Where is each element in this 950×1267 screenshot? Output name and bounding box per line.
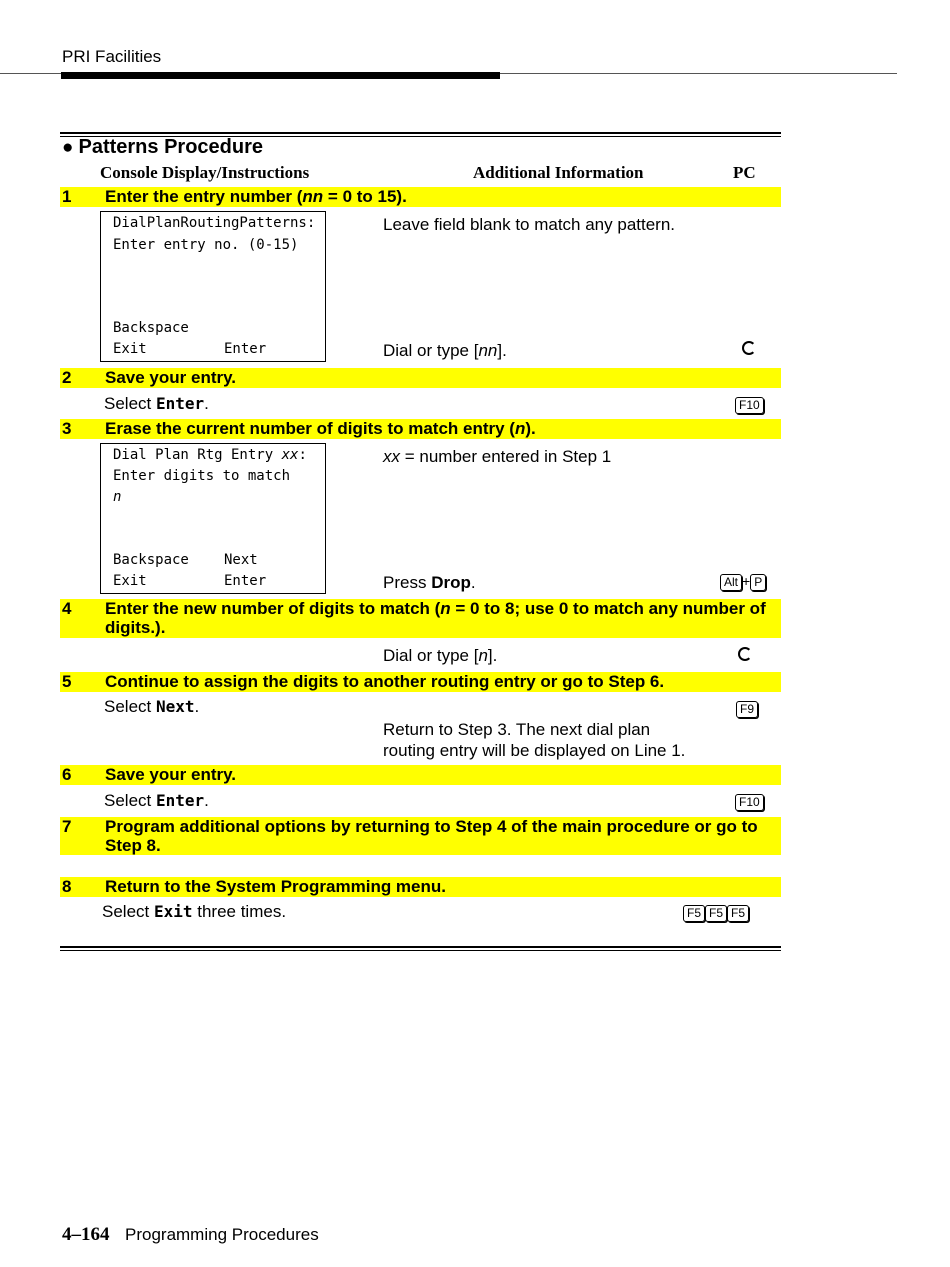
exit-softkey-ref: Exit xyxy=(153,902,193,921)
enter-softkey-ref: Enter xyxy=(155,791,205,810)
instruction: Select Enter. xyxy=(104,791,209,810)
step-number: 5 xyxy=(62,672,72,691)
step-3-band xyxy=(60,419,781,439)
console-display-1 xyxy=(100,211,326,362)
instruction: Select Next. xyxy=(104,697,200,716)
info-press-drop: Press Drop. xyxy=(383,573,476,592)
enter-softkey[interactable]: Enter xyxy=(224,341,267,357)
bullet-icon: ● xyxy=(62,137,74,158)
column-header-pc: PC xyxy=(733,163,756,182)
exit-softkey[interactable]: Exit xyxy=(113,573,147,589)
f9-key: F9 xyxy=(736,700,758,718)
step-text: Erase the current number of digits to match entry (n). xyxy=(105,419,536,438)
alt-p-keys: Alt + P xyxy=(720,573,766,591)
step-number: 7 xyxy=(62,817,72,836)
procedure-title-text: Patterns Procedure xyxy=(78,136,263,158)
dial-pad-icon xyxy=(742,341,756,355)
step-text: Program additional options by returning to Step 4 of the main procedure or go to Step 8. xyxy=(105,817,758,855)
step-number: 6 xyxy=(62,765,72,784)
next-softkey-ref: Next xyxy=(155,697,195,716)
f5-keys: F5 F5 F5 xyxy=(683,904,749,922)
step-text: Continue to assign the digits to another routing entry or go to Step 6. xyxy=(105,672,665,691)
info-dial: Dial or type [n]. xyxy=(383,646,498,665)
step-8-band xyxy=(60,877,781,897)
step-2-band xyxy=(60,368,781,388)
step-1-band xyxy=(60,187,781,207)
exit-softkey[interactable]: Exit xyxy=(113,341,147,357)
console-line: Enter digits to match xyxy=(113,468,291,484)
info-dial: Dial or type [nn]. xyxy=(383,341,507,360)
step-text: Save your entry. xyxy=(105,765,237,784)
f10-key: F10 xyxy=(735,396,764,414)
step-number: 8 xyxy=(62,877,72,896)
procedure-title xyxy=(62,136,263,159)
enter-softkey-ref: Enter xyxy=(155,394,205,413)
console-line: DialPlanRoutingPatterns: xyxy=(113,215,316,231)
step-number: 2 xyxy=(62,368,72,387)
footer-title: Programming Procedures xyxy=(125,1225,319,1244)
header-bar xyxy=(61,72,500,79)
instruction: Select Enter. xyxy=(104,394,209,413)
info-note: Leave field blank to match any pattern. xyxy=(383,215,676,234)
console-line: Dial Plan Rtg Entry xx: xyxy=(113,447,307,463)
step-text: Return to the System Programming menu. xyxy=(105,877,446,896)
dial-pad-icon xyxy=(738,647,752,661)
next-softkey[interactable]: Next xyxy=(224,552,258,568)
step-number: 3 xyxy=(62,419,72,438)
step-4-band xyxy=(60,599,781,638)
instruction: Select Exit three times. xyxy=(102,902,287,921)
step-text: Enter the entry number (nn = 0 to 15). xyxy=(105,187,407,206)
column-header-console: Console Display/Instructions xyxy=(100,163,310,182)
info-return: Return to Step 3. The next dial plan routing entry will be displayed on Line 1. xyxy=(383,720,686,760)
running-header: PRI Facilities xyxy=(62,47,162,66)
table-bottom-rule xyxy=(60,946,781,951)
backspace-softkey[interactable]: Backspace xyxy=(113,320,189,336)
step-text: Save your entry. xyxy=(105,368,237,387)
enter-softkey[interactable]: Enter xyxy=(224,573,267,589)
step-6-band xyxy=(60,765,781,785)
page-number: 4–164 xyxy=(62,1224,110,1245)
step-number: 4 xyxy=(62,599,72,618)
column-header-info: Additional Information xyxy=(473,163,644,182)
info-note: xx = number entered in Step 1 xyxy=(383,447,612,466)
step-text: Enter the new number of digits to match (n = 0 to 8; use 0 to match any number of digits.). xyxy=(105,599,766,637)
console-line: n xyxy=(113,489,122,505)
step-number: 1 xyxy=(62,187,72,206)
f10-key: F10 xyxy=(735,793,764,811)
backspace-softkey[interactable]: Backspace xyxy=(113,552,189,568)
step-5-band xyxy=(60,672,781,692)
console-line: Enter entry no. (0-15) xyxy=(113,237,299,253)
console-display-2 xyxy=(100,443,326,594)
step-7-band xyxy=(60,817,781,855)
